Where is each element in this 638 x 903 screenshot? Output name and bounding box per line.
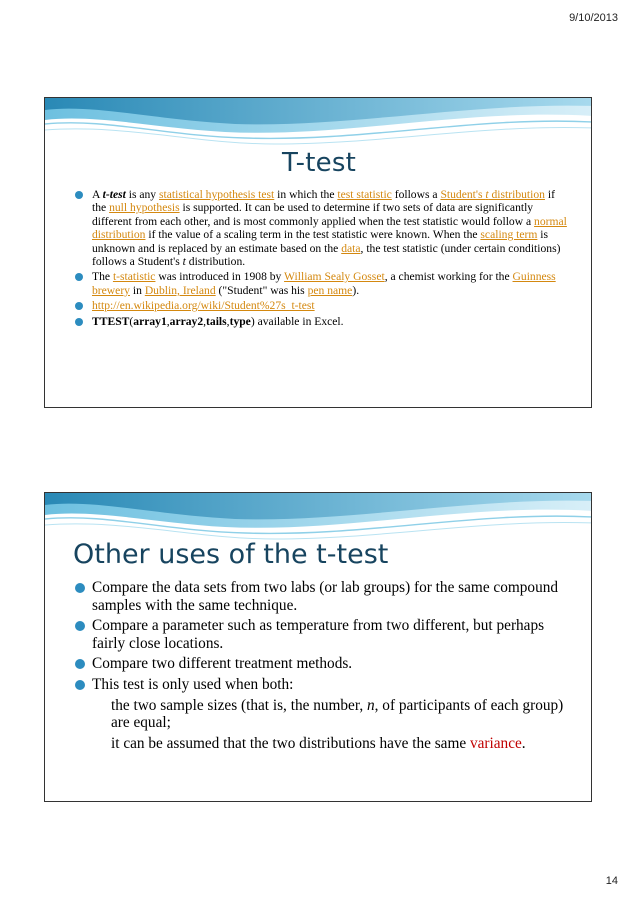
- text: A: [92, 188, 103, 201]
- text: the two sample sizes (that is, the number,: [111, 696, 367, 714]
- link-scaling-term[interactable]: scaling term: [480, 228, 538, 242]
- link-brewery[interactable]: brewery: [92, 283, 130, 297]
- text: array1: [133, 314, 167, 328]
- text: if the value of a scaling term in the test statistic were known. When the: [145, 228, 481, 242]
- text: Student's: [440, 188, 486, 201]
- link-william-sealy-gosset[interactable]: William Sealy Gosset: [284, 270, 385, 284]
- bullet-dot-icon: [75, 659, 85, 669]
- text: , of participants of each group) are equal;: [111, 696, 564, 732]
- link-statistical-hypothesis-test[interactable]: statistical hypothesis test: [159, 188, 275, 201]
- text: follows a: [391, 188, 441, 201]
- sub-item: [75, 735, 575, 753]
- text: tails: [206, 314, 227, 328]
- list-item: [75, 579, 575, 614]
- slide-other-uses: [44, 492, 592, 802]
- text: type: [229, 314, 251, 328]
- text: This test is only used when both:: [92, 675, 294, 693]
- link-guinness[interactable]: Guinness: [512, 270, 556, 284]
- list-item: [75, 188, 567, 268]
- text: ("Student" was his: [215, 283, 308, 297]
- text: if the: [92, 188, 555, 215]
- bullet-dot-icon: [75, 680, 85, 690]
- text: in: [129, 283, 145, 297]
- link-t-statistic[interactable]: t-statistic: [112, 270, 156, 284]
- bullet-dot-icon: [75, 273, 83, 281]
- page-number: 14: [605, 875, 618, 887]
- text: is any: [125, 188, 159, 201]
- bullet-dot-icon: [75, 621, 85, 631]
- text: in which the: [274, 188, 338, 201]
- text: , a chemist working for the: [384, 270, 513, 284]
- slide-t-test: [44, 97, 592, 408]
- text: is unknown and is replaced by an estimate based on the: [92, 228, 549, 255]
- text: ,: [203, 314, 207, 328]
- sub-item: [75, 697, 575, 732]
- text: it can be assumed that the two distributions have the same: [111, 734, 470, 752]
- header-date: 9/10/2013: [569, 12, 618, 24]
- text: n: [366, 696, 375, 714]
- slide-title: Other uses of the t-test: [73, 539, 389, 570]
- bullet-list: [75, 188, 567, 330]
- list-item: [75, 676, 575, 694]
- text: ,: [166, 314, 170, 328]
- list-item: [75, 299, 567, 312]
- text: .: [521, 734, 526, 752]
- text: distribution.: [185, 255, 246, 269]
- text: was introduced in 1908 by: [155, 270, 285, 284]
- bullet-dot-icon: [75, 302, 83, 310]
- text: array2: [169, 314, 204, 328]
- bullet-dot-icon: [75, 191, 83, 199]
- text: Compare the data sets from two labs (or lab groups) for the same compound samples with the same technique.: [92, 579, 559, 614]
- link-null-hypothesis[interactable]: null hypothesis: [109, 201, 180, 215]
- slide-title: T-test: [281, 148, 356, 178]
- highlight-variance: variance: [469, 734, 522, 752]
- text: TTEST: [92, 314, 130, 328]
- term-t-test: t-test: [102, 188, 126, 201]
- list-item: [75, 617, 575, 652]
- text: Compare two different treatment methods.: [92, 655, 353, 673]
- text: ).: [352, 283, 360, 297]
- list-item: [75, 655, 575, 673]
- list-item: [75, 270, 567, 297]
- text: (: [129, 314, 134, 328]
- text: distribution: [488, 188, 545, 201]
- bullet-dot-icon: [75, 583, 85, 593]
- link-test-statistic[interactable]: test statistic: [337, 188, 392, 201]
- text: Compare a parameter such as temperature from two different, but perhaps fairly close locations.: [92, 617, 545, 652]
- link-students-t-distribution[interactable]: [440, 188, 545, 201]
- text: , the test statistic (under certain conditions) follows a Student's: [92, 241, 561, 269]
- text: t: [182, 255, 186, 269]
- text: t: [485, 188, 489, 201]
- bullet-dot-icon: [75, 318, 83, 326]
- bullet-list: [75, 579, 575, 755]
- list-item: [75, 315, 567, 328]
- wave-banner-decoration: [45, 493, 592, 545]
- text: is supported. It can be used to determine if two sets of data are significantly different from each other, and is most commonly applied when the test statistic would follow a: [92, 201, 535, 228]
- text: ,: [226, 314, 230, 328]
- text: The: [92, 270, 113, 284]
- link-pen-name[interactable]: pen name: [307, 283, 353, 297]
- link-data[interactable]: data: [341, 241, 361, 255]
- wave-banner-decoration: [45, 98, 592, 150]
- link-wikipedia-url[interactable]: http://en.wikipedia.org/wiki/Student%27s_t-test: [92, 299, 315, 313]
- text: ) available in Excel.: [250, 314, 344, 328]
- link-normal-distribution[interactable]: normal distribution: [92, 214, 567, 242]
- link-dublin-ireland[interactable]: Dublin, Ireland: [144, 283, 216, 297]
